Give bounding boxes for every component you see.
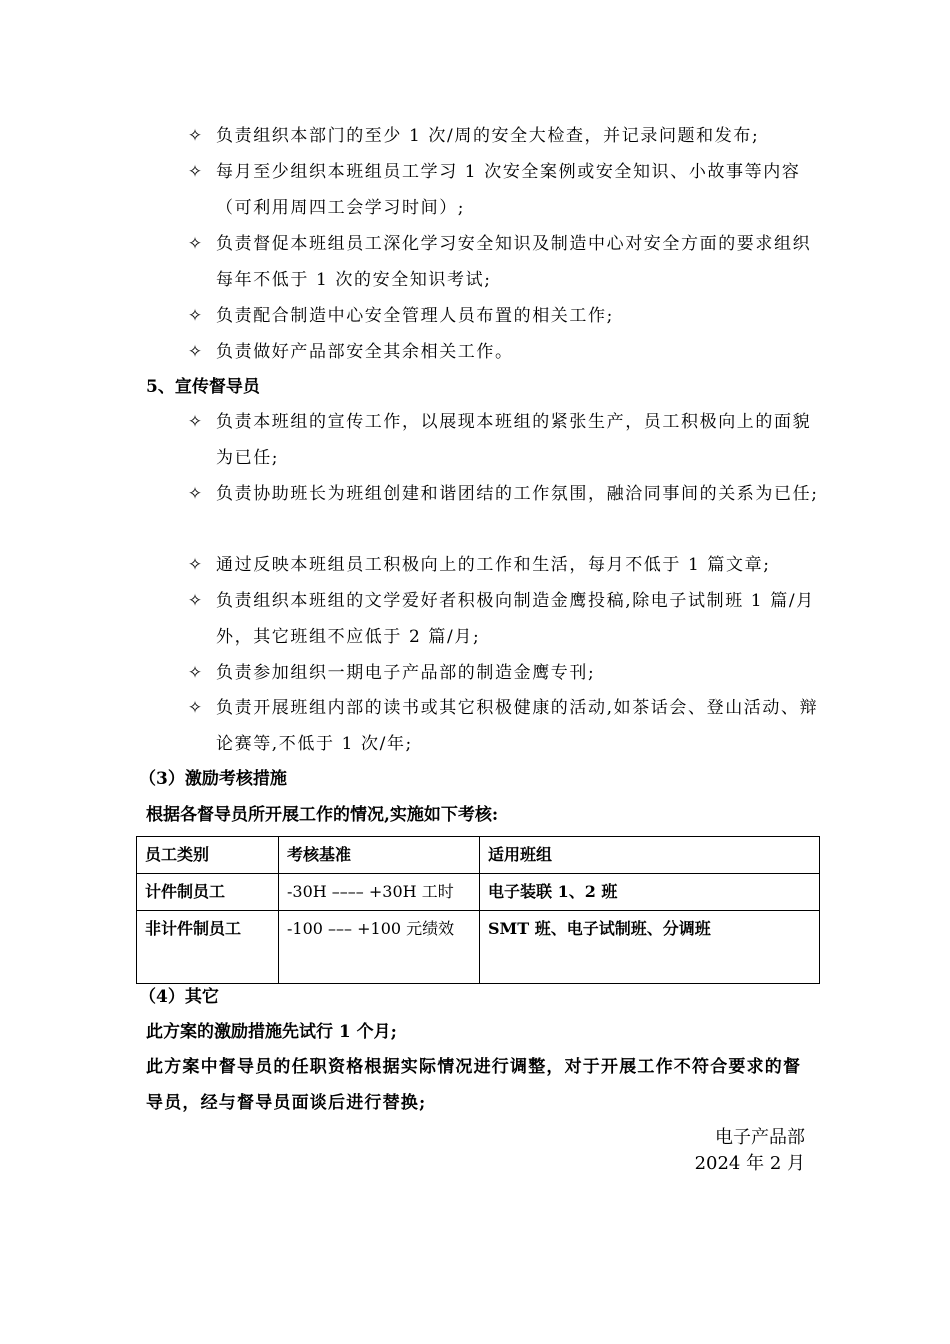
- list-item-text: 负责做好产品部安全其余相关工作。: [216, 342, 514, 362]
- list-item: [183, 547, 823, 583]
- list-item: [183, 476, 823, 512]
- diamond-bullet-icon: ✧: [187, 412, 203, 432]
- diamond-bullet-icon: ✧: [187, 234, 203, 254]
- list-item: [183, 690, 823, 762]
- table-header-row: [137, 837, 820, 874]
- signature-date: 2024 年 2 月: [694, 1153, 805, 1174]
- table-row: [137, 874, 820, 911]
- list-item-text: 负责配合制造中心安全管理人员布置的相关工作;: [216, 306, 614, 326]
- signature-dept: 电子产品部: [715, 1127, 805, 1148]
- table-cell: 非计件制员工: [137, 911, 279, 984]
- list-item: [183, 118, 823, 154]
- diamond-bullet-icon: ✧: [187, 591, 203, 611]
- list-item-text: 负责协助班长为班组创建和谐团结的工作氛围，融洽同事间的关系为已任;: [216, 484, 819, 504]
- table-cell: -30H –––– +30H 工时: [279, 874, 480, 911]
- list-item: [183, 154, 823, 226]
- diamond-bullet-icon: ✧: [187, 555, 203, 575]
- section-heading: 5、宣传督导员: [146, 377, 260, 397]
- section-heading: （4）其它: [139, 987, 219, 1007]
- diamond-bullet-icon: ✧: [187, 698, 203, 718]
- list-item-text: 负责组织本班组的文学爱好者积极向制造金鹰投稿,除电子试制班 1 篇/月外，其它班组不应低于 2 篇/月;: [216, 591, 815, 647]
- list-item: [183, 655, 823, 691]
- list-item-text: 每月至少组织本班组员工学习 1 次安全案例或安全知识、小故事等内容（可利用周四工会学习时间）;: [216, 162, 801, 218]
- table-header-cell: 考核基准: [279, 837, 480, 874]
- table-header-cell: 员工类别: [137, 837, 279, 874]
- list-item-text: 负责参加组织一期电子产品部的制造金鹰专刊;: [216, 663, 596, 683]
- list-item: [183, 298, 823, 334]
- table-header-cell: 适用班组: [480, 837, 820, 874]
- paragraph: 此方案的激励措施先试行 1 个月;: [146, 1022, 397, 1042]
- diamond-bullet-icon: ✧: [187, 126, 203, 146]
- diamond-bullet-icon: ✧: [187, 484, 203, 504]
- list-item: [183, 334, 823, 370]
- list-item-text: 通过反映本班组员工积极向上的工作和生活，每月不低于 1 篇文章;: [216, 555, 771, 575]
- list-item-text: 负责督促本班组员工深化学习安全知识及制造中心对安全方面的要求组织每年不低于 1 次的安全知识考试;: [216, 234, 812, 290]
- list-item-text: 负责开展班组内部的读书或其它积极健康的活动,如茶话会、登山活动、辩论赛等,不低于 1 次/年;: [216, 698, 819, 754]
- table-cell: 电子装联 1、2 班: [480, 874, 820, 911]
- list-item: [183, 226, 823, 298]
- list-item-text: 负责组织本部门的至少 1 次/周的安全大检查，并记录问题和发布;: [216, 126, 760, 146]
- list-item: [183, 404, 823, 476]
- diamond-bullet-icon: ✧: [187, 162, 203, 182]
- diamond-bullet-icon: ✧: [187, 306, 203, 326]
- list-item: [183, 583, 823, 655]
- section-heading: （3）激励考核措施: [139, 769, 287, 789]
- table-cell: SMT 班、电子试制班、分调班: [480, 911, 820, 984]
- list-item-text: 负责本班组的宣传工作，以展现本班组的紧张生产，员工积极向上的面貌为已任;: [216, 412, 812, 468]
- intro-line: 根据各督导员所开展工作的情况,实施如下考核:: [146, 805, 499, 825]
- diamond-bullet-icon: ✧: [187, 663, 203, 683]
- diamond-bullet-icon: ✧: [187, 342, 203, 362]
- table-row: [137, 911, 820, 984]
- assessment-table: [136, 836, 820, 984]
- paragraph: 此方案中督导员的任职资格根据实际情况进行调整，对于开展工作不符合要求的督导员，经与督导员面谈后进行替换;: [146, 1057, 802, 1113]
- table-cell: -100 ––– +100 元绩效: [279, 911, 480, 984]
- table-cell: 计件制员工: [137, 874, 279, 911]
